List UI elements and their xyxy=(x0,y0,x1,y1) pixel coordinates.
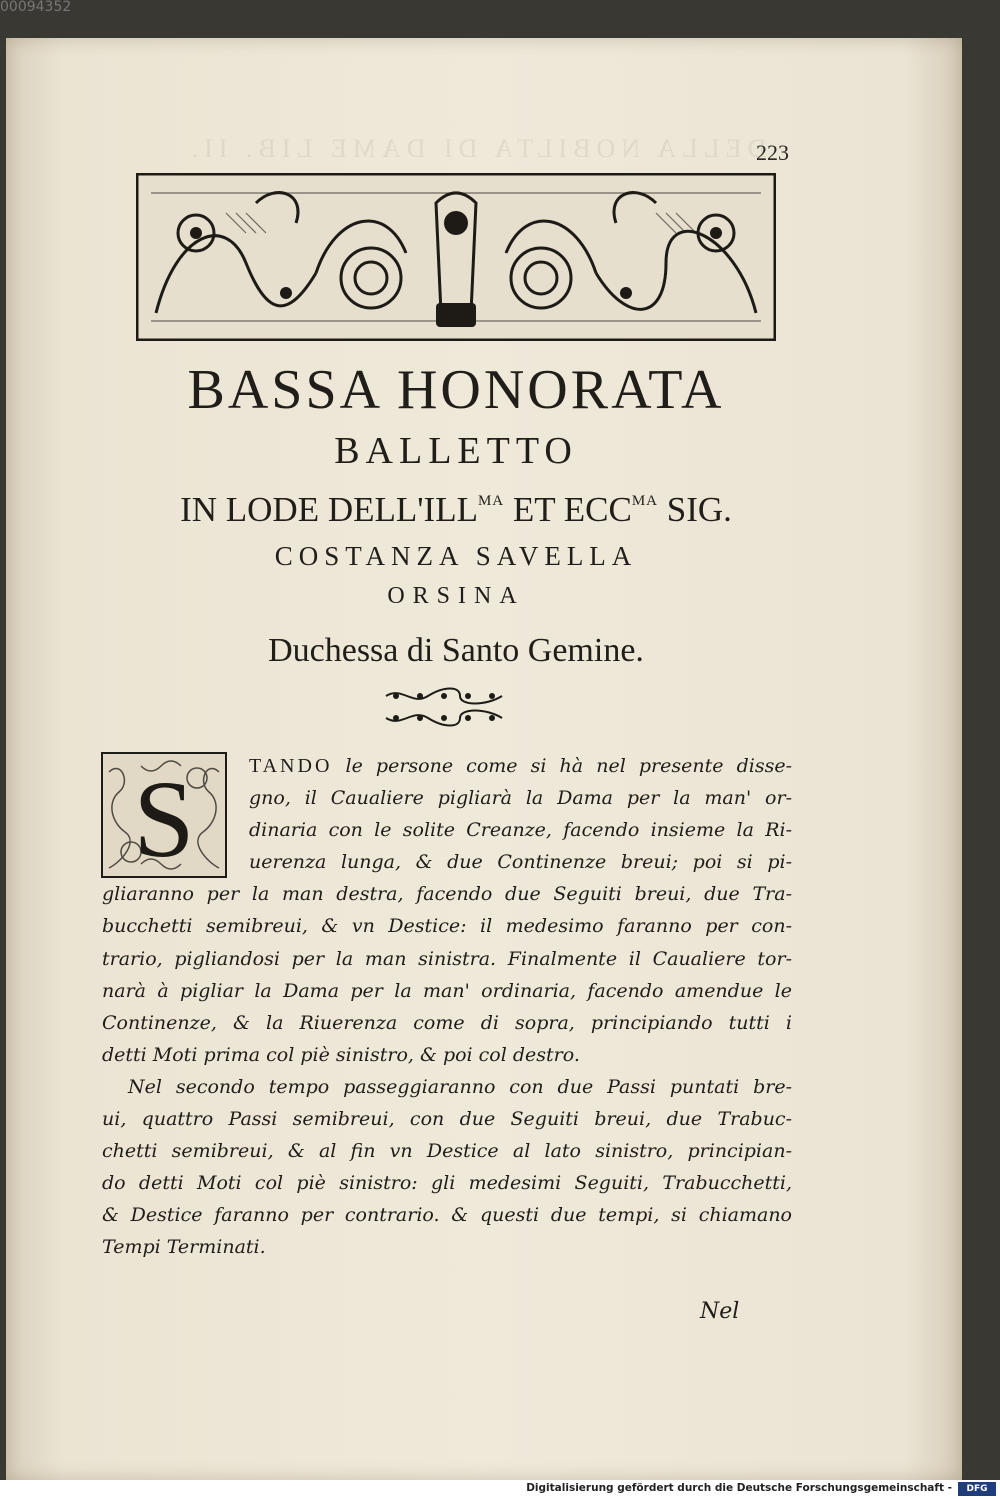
title-line-6: Duchessa di Santo Gemine. xyxy=(268,632,644,669)
body-line-7: trario, pigliandosi per la man sinistra. Finalmente il Caualiere tor- xyxy=(102,947,792,970)
body-line-16: Tempi Terminati. xyxy=(102,1236,266,1259)
body-line-2: gno, il Caualiere pigliarà la Dama per la man' or- xyxy=(249,787,792,810)
title-line-2: BALLETTO xyxy=(334,430,578,472)
body-line-9: Continenze, & la Riuerenza come di sopra, principiando tutti i xyxy=(102,1011,792,1034)
title-line-5: ORSINA xyxy=(387,583,525,609)
body-line-13: chetti semibreui, & al fin vn Destice al lato sinistro, principian- xyxy=(102,1140,792,1163)
body-line-6: bucchetti semibreui, & vn Destice: il medesimo faranno per con- xyxy=(102,915,792,938)
digitization-footer xyxy=(0,1480,1000,1499)
body-line-1-text: le persone come si hà nel presente disse- xyxy=(332,755,792,777)
ornamental-headpiece-image xyxy=(136,173,776,341)
title-line-1: BASSA HONORATA xyxy=(187,359,725,421)
title-line-3-sup-1: MA xyxy=(477,493,505,509)
body-line-11: Nel secondo tempo passeggiaranno con due Passi puntati bre- xyxy=(128,1075,792,1098)
body-line-10: detti Moti prima col piè sinistro, & poi col destro. xyxy=(102,1043,580,1066)
title-line-3 xyxy=(102,478,810,533)
page-number: 223 xyxy=(756,140,789,165)
body-line-3: dinaria con le solite Creanze, facendo insieme la Ri- xyxy=(249,819,792,842)
catchword: Nel xyxy=(700,1299,740,1324)
title-line-3-c: SIG. xyxy=(658,490,732,529)
title-line-4: COSTANZA SAVELLA xyxy=(274,541,638,571)
title-line-3-sup-2: MA xyxy=(631,493,659,509)
book-page xyxy=(6,38,962,1480)
bleed-through-text: DELLA NOBILTA DI DAME LIB. II. xyxy=(185,134,767,163)
body-line-5: gliaranno per la man destra, facendo due Seguiti breui, due Tra- xyxy=(102,883,792,906)
body-text xyxy=(102,750,792,1264)
body-line-8: narà à pigliar la Dama per la man' ordinaria, facendo amendue le xyxy=(102,979,792,1002)
body-line-12: ui, quattro Passi semibreui, con due Seguiti breui, due Trabuc- xyxy=(102,1108,792,1131)
title-line-3-a: IN LODE DELL'ILL xyxy=(180,490,478,529)
body-line-4: uerenza lunga, & due Continenze breui; poi si pi- xyxy=(249,851,792,874)
body-line-14: do detti Moti col piè sinistro: gli medesimi Seguiti, Trabucchetti, xyxy=(102,1172,792,1195)
dropcap-letter: S xyxy=(133,758,195,878)
title-block xyxy=(102,360,810,675)
body-line-15: & Destice faranno per contrario. & questi due tempi, si chiamano xyxy=(102,1204,792,1227)
body-line-1-smallcaps: TANDO xyxy=(249,755,333,777)
scan-id: 00094352 xyxy=(0,0,72,15)
footer-credit: Digitalisierung gefördert durch die Deutsche Forschungsgemeinschaft - xyxy=(526,1482,952,1494)
body-line-1 xyxy=(102,750,792,782)
title-line-3-b: ET ECC xyxy=(504,490,632,529)
dfg-logo: DFG xyxy=(958,1482,996,1496)
fleuron-ornament-image xyxy=(382,686,506,728)
